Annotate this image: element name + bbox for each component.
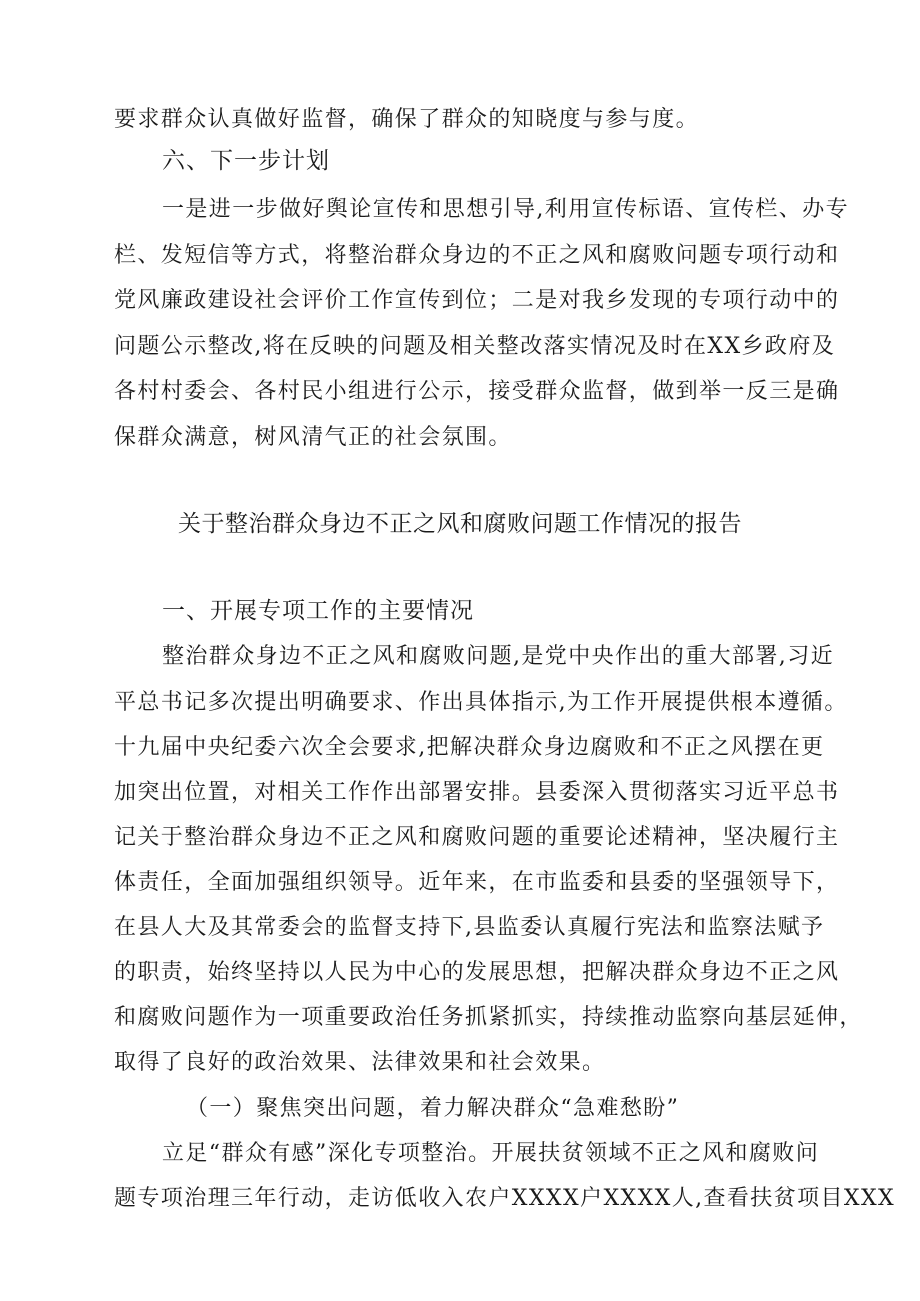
report-title: 关于整治群众身边不正之风和腐败问题工作情况的报告 [178, 511, 742, 537]
paragraph-line: 取得了良好的政治效果、法律效果和社会效果。 [114, 1050, 606, 1075]
paragraph-line: 体责任，全面加强组织领导。近年来，在市监委和县委的坚强领导下， [114, 870, 840, 895]
paragraph-line: 十九届中央纪委六次全会要求,把解决群众身边腐败和不正之风摆在更 [114, 735, 825, 760]
paragraph-line: 一是进一步做好舆论宣传和思想引导,利用宣传标语、宣传栏、办专 [162, 197, 849, 222]
paragraph-line: 和腐败问题作为一项重要政治任务抓紧抓实，持续推动监察向基层延伸， [114, 1005, 863, 1030]
section-heading-main-situation: 一、开展专项工作的主要情况 [162, 598, 474, 624]
paragraph-line: 要求群众认真做好监督，确保了群众的知晓度与参与度。 [114, 107, 700, 132]
paragraph-line: 问题公示整改,将在反映的问题及相关整改落实情况及时在XX乡政府及 [114, 334, 836, 359]
paragraph-line: 栏、发短信等方式，将整治群众身边的不正之风和腐败问题专项行动和 [114, 243, 840, 268]
paragraph-line: 立足“群众有感”深化专项整治。开展扶贫领域不正之风和腐败问 [162, 1141, 820, 1166]
paragraph-line: 记关于整治群众身边不正之风和腐败问题的重要论述精神，坚决履行主 [114, 825, 840, 850]
subsection-heading-urgent-needs: （一）聚焦突出问题，着力解决群众“急难愁盼” [186, 1096, 680, 1121]
paragraph-line: 各村村委会、各村民小组进行公示，接受群众监督，做到举一反三是确 [114, 379, 840, 404]
paragraph-line: 党风廉政建设社会评价工作宣传到位；二是对我乡发现的专项行动中的 [114, 288, 840, 313]
paragraph-line: 保群众满意，树风清气正的社会氛围。 [114, 425, 512, 450]
paragraph-line: 的职责，始终坚持以人民为中心的发展思想，把解决群众身边不正之风 [114, 960, 840, 985]
paragraph-line: 题专项治理三年行动，走访低收入农户XXXX户XXXX人,查看扶贫项目XXX [114, 1186, 896, 1211]
paragraph-line: 整治群众身边不正之风和腐败问题,是党中央作出的重大部署,习近 [162, 644, 834, 669]
paragraph-line: 平总书记多次提出明确要求、作出具体指示,为工作开展提供根本遵循。 [114, 690, 848, 715]
section-heading-next-steps: 六、下一步计划 [162, 148, 330, 174]
paragraph-line: 加突出位置，对相关工作作出部署安排。县委深入贯彻落实习近平总书 [114, 780, 840, 805]
paragraph-line: 在县人大及其常委会的监督支持下,县监委认真履行宪法和监察法赋予 [114, 915, 825, 940]
